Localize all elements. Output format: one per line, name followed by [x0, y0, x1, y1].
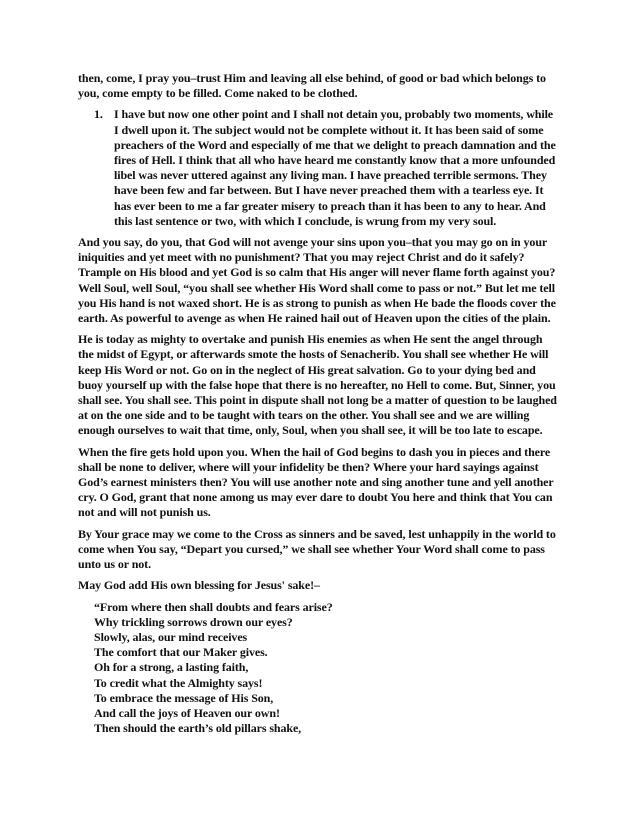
paragraph-avenge: And you say, do you, that God will not avenge your sins upon you–that you may go on in your iniquities and yet meet with no punishment? That you may reject Christ and do it safely? Trample on His blood and yet God is so calm that His anger will never flame forth against you? Well Soul, well Soul, “you shall see whether His Word shall come to pass or not.” But let me tell you His hand is not waxed short. He is as strong to punish as when He bade the floods cover the earth. As powerful to avenge as when He rained hail out of Heaven upon the cities of the plain.	[78, 235, 556, 326]
poem-line: And call the joys of Heaven our own!	[94, 705, 280, 720]
poem-line: “From where then shall doubts and fears arise?	[94, 599, 333, 614]
poem-line: Oh for a strong, a lasting faith,	[94, 660, 249, 675]
numbered-list	[78, 107, 560, 229]
poem-line: Why trickling sorrows drown our eyes?	[94, 614, 293, 629]
hymn-verse	[94, 600, 560, 737]
poem-line: To credit what the Almighty says!	[94, 675, 263, 690]
paragraph-grace: By Your grace may we come to the Cross as sinners and be saved, lest unhappily in the world to come when You say, “Depart you cursed,” we shall see whether Your Word shall come to pass unto us or not.	[78, 526, 556, 572]
paragraph-intro: then, come, I pray you–trust Him and leaving all else behind, of good or bad which belongs to you, come empty to be filled. Come naked to be clothed.	[78, 71, 546, 101]
poem-line: To embrace the message of His Son,	[94, 690, 274, 705]
poem-line: Slowly, alas, our mind receives	[94, 629, 248, 644]
list-marker: 1.	[94, 107, 103, 122]
paragraph-blessing: May God add His own blessing for Jesus' sake!–	[78, 578, 320, 593]
paragraph-mighty: He is today as mighty to overtake and punish His enemies as when He sent the angel through the midst of Egypt, or afterwards smote the hosts of Senacherib. You shall see whether He will keep His Word or not. Go on in the neglect of His great salvation. Go to your dying bed and buoy yourself up with the false hope that there is no hereafter, no Hell to come. But, Sinner, you shall see. You shall see. This point in dispute shall not long be a matter of question to be laughed at on the one side and to be taught with tears on the other. You shall see and we are willing enough ourselves to wait that time, only, Soul, when you shall see, it will be too late to escape.	[78, 332, 557, 438]
poem-line: Then should the earth’s old pillars shake,	[94, 721, 302, 736]
list-item-text: I have but now one other point and I shall not detain you, probably two moments, while I dwell upon it. The subject would not be complete without it. It has been said of some preachers of the Word and especially of me that we delight to preach damnation and the fires of Hell. I think that all who have heard me constantly know that a more unfounded libel was never uttered against any living man. I have preached terrible sermons. They have been few and far between. But I have never preached them with a tearless eye. It has ever been to me a far greater misery to preach than it has been to any to hear. And this last sentence or two, with which I conclude, is wrung from my very soul.	[114, 107, 556, 228]
paragraph-fire: When the fire gets hold upon you. When the hail of God begins to dash you in pieces and there shall be none to deliver, where will your infidelity be then? Where your hard sayings against God’s earnest ministers then? You will use another note and sing another tune and yell another cry. O God, grant that none among us may ever dare to doubt You here and think that You can not and will not punish us.	[78, 444, 554, 520]
list-item	[78, 107, 560, 229]
poem-line: The comfort that our Maker gives.	[94, 645, 268, 660]
document-page	[78, 71, 560, 736]
